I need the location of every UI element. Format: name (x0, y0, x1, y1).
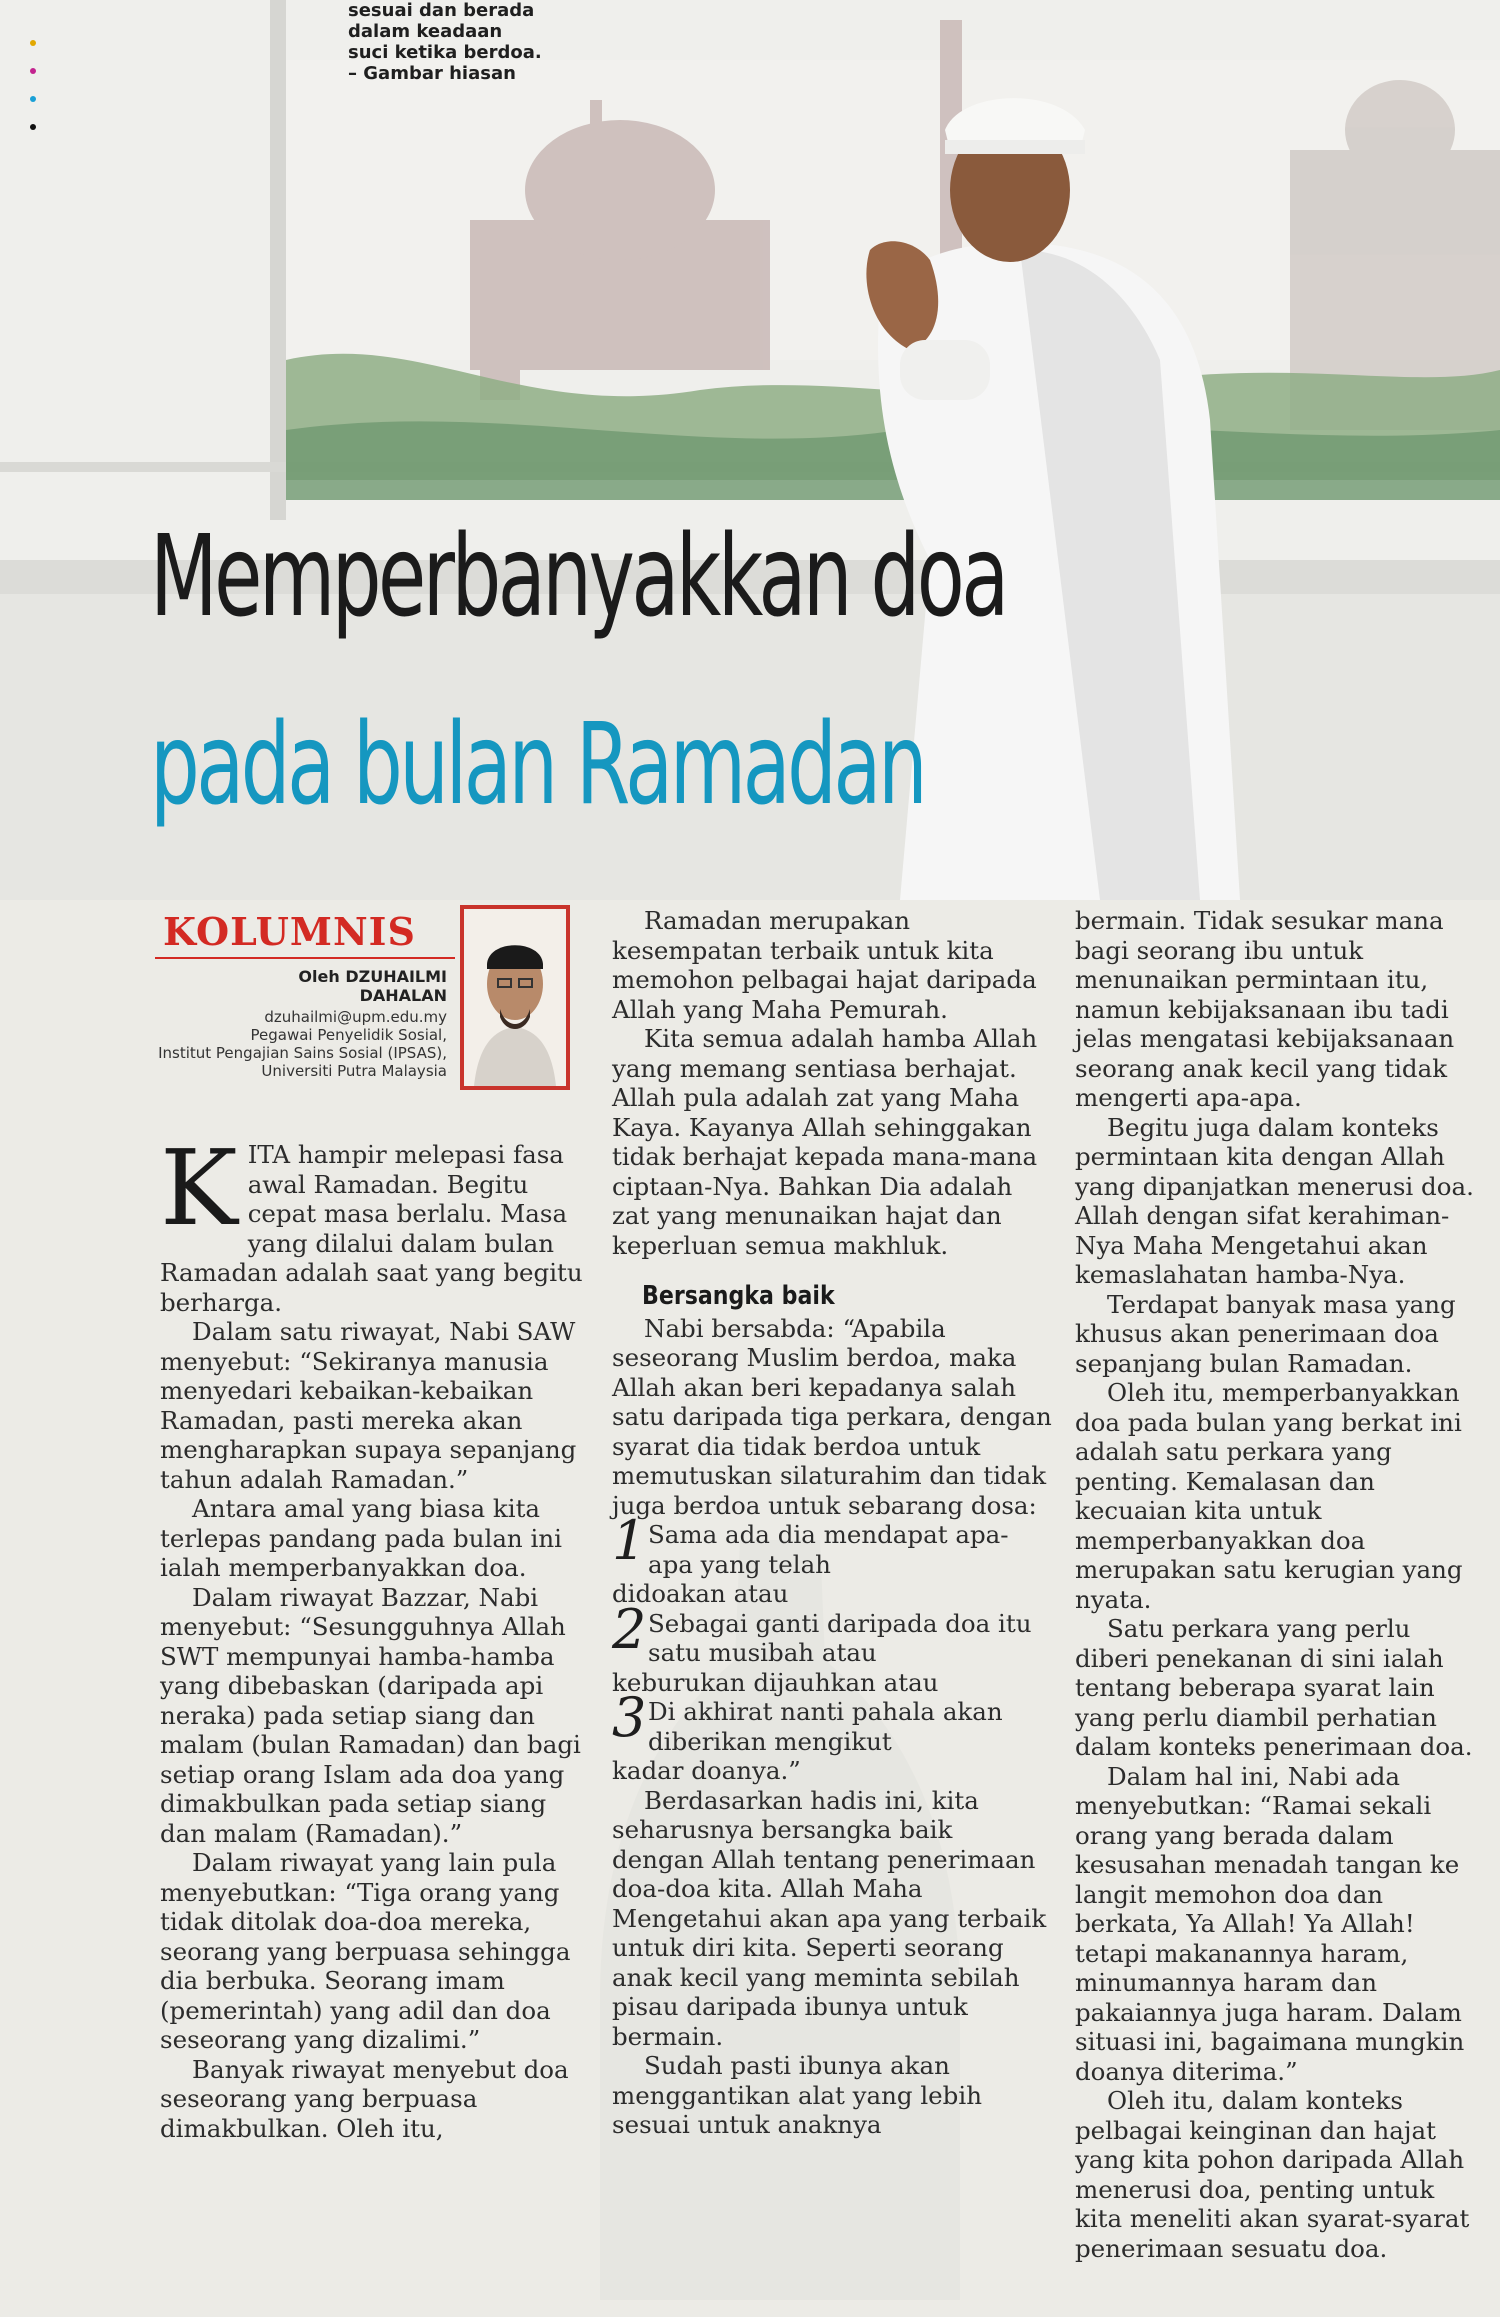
paragraph: Dalam riwayat yang lain pula menyebutkan: “Tiga orang yang tidak ditolak doa-doa mereka, seorang yang berpuasa sehingga dia berbuka. Seorang imam (pemerintah) yang adil dan doa seseorang yang dizalimi.” (160, 1848, 571, 2054)
paragraph: bermain. Tidak sesukar mana bagi seorang ibu untuk menunaikan permintaan itu, namun kebijaksanaan ibu tadi jelas mengatasi kebijaksanaan seorang anak kecil yang tidak mengerti apa-apa. (1075, 906, 1455, 1112)
paragraph: Begitu juga dalam konteks permintaan kita dengan Allah yang dipanjatkan menerusi doa. Allah dengan sifat kerahiman-Nya Maha Mengetahui akan kemaslahatan hamba-Nya. (1075, 1112, 1474, 1289)
article-column-2 (612, 906, 1052, 2140)
paragraph: Kita semua adalah hamba Allah yang memang sentiasa berhajat. Allah pula adalah zat yang Maha Kaya. Kayanya Allah sehinggakan tidak berhajat kepada mana-mana ciptaan-Nya. Bahkan Dia adalah zat yang menunaikan hajat dan keperluan semua makhluk. (612, 1024, 1038, 1260)
section-label: KOLUMNIS (163, 909, 416, 954)
paragraph: Oleh itu, dalam konteks pelbagai keinginan dan hajat yang kita pohon daripada Allah menerusi doa, penting untuk kita meneliti akan syarat-syarat penerimaan sesuatu doa. (1075, 2086, 1470, 2263)
numbered-item (612, 1597, 1052, 1698)
section-rule (155, 957, 455, 959)
paragraph: Nabi bersabda: “Apabila seseorang Muslim berdoa, maka Allah akan beri kepadanya salah satu daripada tiga perkara, dengan syarat dia tidak berdoa untuk memutuskan silaturahim dan tidak juga berdoa untuk sebarang dosa: (612, 1313, 1052, 1520)
item-text: Sebagai ganti daripada doa itu satu musibah atau (648, 1608, 1032, 1667)
caption-line: – Gambar hiasan (348, 63, 516, 84)
portrait-image (464, 909, 566, 1086)
paragraph: Sudah pasti ibunya akan menggantikan alat yang lebih sesuai untuk anaknya (612, 2051, 982, 2139)
caption-line: dalam keadaan (348, 21, 503, 42)
headline-line-2: pada bulan Ramadan (150, 700, 925, 830)
item-number: 2 (612, 1597, 647, 1661)
item-text-continued: keburukan dijauhkan atau (612, 1667, 939, 1697)
author-portrait (460, 905, 570, 1090)
item-text-continued: didoakan atau (612, 1579, 789, 1608)
item-text: Sama ada dia mendapat apa-apa yang telah (648, 1520, 1009, 1579)
article-column-3 (1075, 906, 1475, 2263)
paragraph: Terdapat banyak masa yang khusus akan penerimaan doa sepanjang bulan Ramadan. (1075, 1289, 1456, 1378)
paragraph: Dalam hal ini, Nabi ada menyebutkan: “Ramai sekali orang yang berada dalam kesusahan menadah tangan ke langit memohon doa dan berkata, Ya Allah! Ya Allah! tetapi makanannya haram, minumannya haram dan pakaiannya juga haram. Dalam situasi ini, bagaimana mungkin doanya diterima.” (1075, 1761, 1465, 2086)
paragraph: Dalam riwayat Bazzar, Nabi menyebut: “Sesungguhnya Allah SWT mempunyai hamba-hamba yang dibebaskan (daripada api neraka) pada setiap siang dan malam (bulan Ramadan) dan bagi setiap orang Islam ada doa yang dimakbulkan pada setiap siang dan malam (Ramadan).” (160, 1582, 581, 1848)
author-position: Pegawai Penyelidik Sosial, (250, 1026, 447, 1044)
item-number: 3 (612, 1686, 647, 1749)
author-university: Universiti Putra Malaysia (261, 1062, 447, 1080)
numbered-item (612, 1509, 1052, 1609)
paragraph: Oleh itu, memperbanyakkan doa pada bulan yang berkat ini adalah satu perkara yang penting. Kemalasan dan kecuaian kita untuk memperbanyakkan doa merupakan satu kerugian yang nyata. (1075, 1378, 1463, 1614)
author-institute: Institut Pengajian Sains Sosial (IPSAS), (158, 1044, 447, 1062)
photo-caption (348, 0, 578, 84)
paragraph: Satu perkara yang perlu diberi penekanan di sini ialah tentang beberapa syarat lain yang perlu diambil perhatian dalam konteks penerimaan doa. (1075, 1614, 1473, 1761)
headline-line-1: Memperbanyakkan doa (150, 512, 1006, 642)
paragraph: Berdasarkan hadis ini, kita seharusnya bersangka baik dengan Allah tentang penerimaan doa-doa kita. Allah Maha Mengetahui akan apa yang terbaik untuk diri kita. Seperti seorang anak kecil yang meminta sebilah pisau daripada ibunya untuk bermain. (612, 1785, 1047, 2051)
author-email: dzuhailmi@upm.edu.my (264, 1008, 447, 1026)
paragraph: Ramadan merupakan kesempatan terbaik untuk kita memohon pelbagai hajat daripada Allah yang Maha Pemurah. (612, 906, 1037, 1024)
article-column-1 (160, 1127, 600, 2143)
paragraph: Banyak riwayat menyebut doa seseorang yang berpuasa dimakbulkan. Oleh itu, (160, 2054, 569, 2143)
item-text: Di akhirat nanti pahala akan diberikan mengikut (648, 1697, 1003, 1756)
byline-box (155, 905, 575, 1095)
paragraph: Dalam satu riwayat, Nabi SAW menyebut: “Sekiranya manusia menyedari kebaikan-kebaikan Ramadan, pasti mereka akan mengharapkan supaya sepanjang tahun adalah Ramadan.” (160, 1317, 577, 1494)
caption-line: sesuai dan berada (348, 0, 535, 21)
author-name: Oleh DZUHAILMI DAHALAN (298, 967, 447, 1005)
subheading: Bersangka baik (642, 1281, 835, 1311)
print-registration-marks (30, 40, 36, 152)
numbered-item (612, 1686, 1052, 1786)
paragraph-text: ITA hampir melepasi fasa awal Ramadan. Begitu cepat masa berlalu. Masa yang dilalui dalam bulan Ramadan adalah saat yang begitu berharga. (160, 1140, 583, 1317)
drop-cap: K (160, 1127, 238, 1249)
paragraph: Antara amal yang biasa kita terlepas pandang pada bulan ini ialah memperbanyakkan doa. (160, 1494, 562, 1582)
item-text-continued: kadar doanya.” (612, 1756, 801, 1785)
caption-line: suci ketika berdoa. (348, 42, 542, 63)
intro-paragraph (160, 1127, 600, 1317)
item-number: 1 (612, 1509, 647, 1572)
